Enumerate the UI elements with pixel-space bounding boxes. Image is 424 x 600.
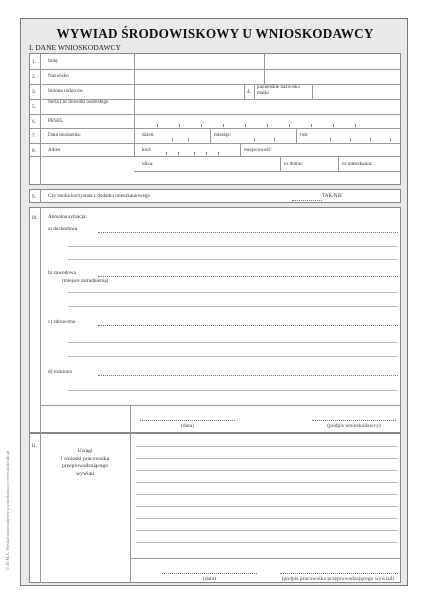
label-worker-notes: Uwagi i wnioski pracownika przeprowadzającego wywiad xyxy=(60,448,110,477)
label-id-card: Seria i nr dowodu osobistego xyxy=(48,99,109,105)
birth-month-field[interactable] xyxy=(236,130,294,142)
label-address: Adres xyxy=(48,147,61,153)
label-pesel: PESEL xyxy=(48,118,64,124)
last-name-field[interactable] xyxy=(135,70,400,83)
row-number-10: 10. xyxy=(31,215,38,221)
birth-year-field[interactable] xyxy=(314,130,400,142)
label-health: c) zdrowotna xyxy=(48,319,76,325)
label-income: a) dochodowa xyxy=(48,226,78,232)
label-year: rok: xyxy=(300,132,309,138)
signature-date-label-1: (data) xyxy=(180,423,195,429)
city-field[interactable] xyxy=(276,145,400,156)
row-number-11: 11. xyxy=(31,443,38,449)
form-page xyxy=(20,18,408,586)
row-number-5: 5. xyxy=(32,104,36,110)
row-number-2: 2. xyxy=(32,74,36,80)
house-number-field[interactable] xyxy=(306,158,336,170)
birth-day-field[interactable] xyxy=(158,130,208,142)
mother-maiden-name-field[interactable] xyxy=(313,85,400,98)
label-mother-maiden-name: panieńskie nazwisko matki xyxy=(257,84,301,96)
label-month: miesiąc: xyxy=(214,132,232,138)
housing-allowance-row xyxy=(29,189,401,203)
street-field[interactable] xyxy=(156,158,276,170)
row-number-8: 8. xyxy=(32,148,36,154)
label-house-number: nr domu: xyxy=(284,161,303,167)
label-street: ulica: xyxy=(142,161,154,167)
row-number-7: 7. xyxy=(32,133,36,139)
signature-date-label-2: (data) xyxy=(202,576,217,582)
side-copyright-text: © 20 M.A. Wywiad środowiskowy u wnioskodawcy www.druki-abc.pl xyxy=(5,450,10,570)
label-birth-date: Data urodzenia: xyxy=(48,132,81,138)
worker-signature-label: (podpis pracownika przeprowadzającego wywiad) xyxy=(281,576,395,582)
row-number-6: 6. xyxy=(32,119,36,125)
worker-notes-section xyxy=(29,433,401,583)
id-card-field[interactable] xyxy=(135,100,400,113)
label-day: dzień: xyxy=(142,132,155,138)
row-number-4: 4. xyxy=(247,89,251,95)
page-title: WYWIAD ŚRODOWISKOWY U WNIOSKODAWCY xyxy=(56,26,374,41)
label-postal-code: kod: xyxy=(142,147,152,153)
label-parents-names: Imiona rodziców xyxy=(48,88,84,94)
parents-names-field[interactable] xyxy=(135,85,243,98)
label-city: miejscowość: xyxy=(244,147,273,153)
label-current-situation: Aktualna sytuacja: xyxy=(48,214,87,220)
row-number-9: 9. xyxy=(32,194,36,200)
label-employment: b) zawodowa xyxy=(48,270,76,276)
current-situation-section xyxy=(29,207,401,433)
personal-data-table xyxy=(29,53,401,185)
label-first-name: Imię xyxy=(48,58,58,64)
pesel-field[interactable] xyxy=(135,115,400,127)
label-family: d) rodzinna xyxy=(48,369,72,375)
row-number-1: 1. xyxy=(32,59,36,65)
postal-code-field[interactable] xyxy=(154,145,234,156)
row-number-3: 3. xyxy=(32,89,36,95)
section-heading: I. DANE WNIOSKODAWCY xyxy=(29,43,121,52)
applicant-signature-label: (podpis wnioskodawcy) xyxy=(327,423,381,429)
label-housing-allowance: Czy osoba korzystała z dodatku mieszkaniowego xyxy=(48,193,151,199)
housing-allowance-answer[interactable]: TAK/NIE xyxy=(322,193,343,199)
first-name-field[interactable] xyxy=(135,55,263,68)
label-flat-number: nr mieszkania: xyxy=(342,161,373,167)
label-workplace: (miejsce zatrudnienia) xyxy=(62,278,109,284)
label-last-name: Nazwisko xyxy=(48,73,69,79)
flat-number-field[interactable] xyxy=(376,158,400,170)
